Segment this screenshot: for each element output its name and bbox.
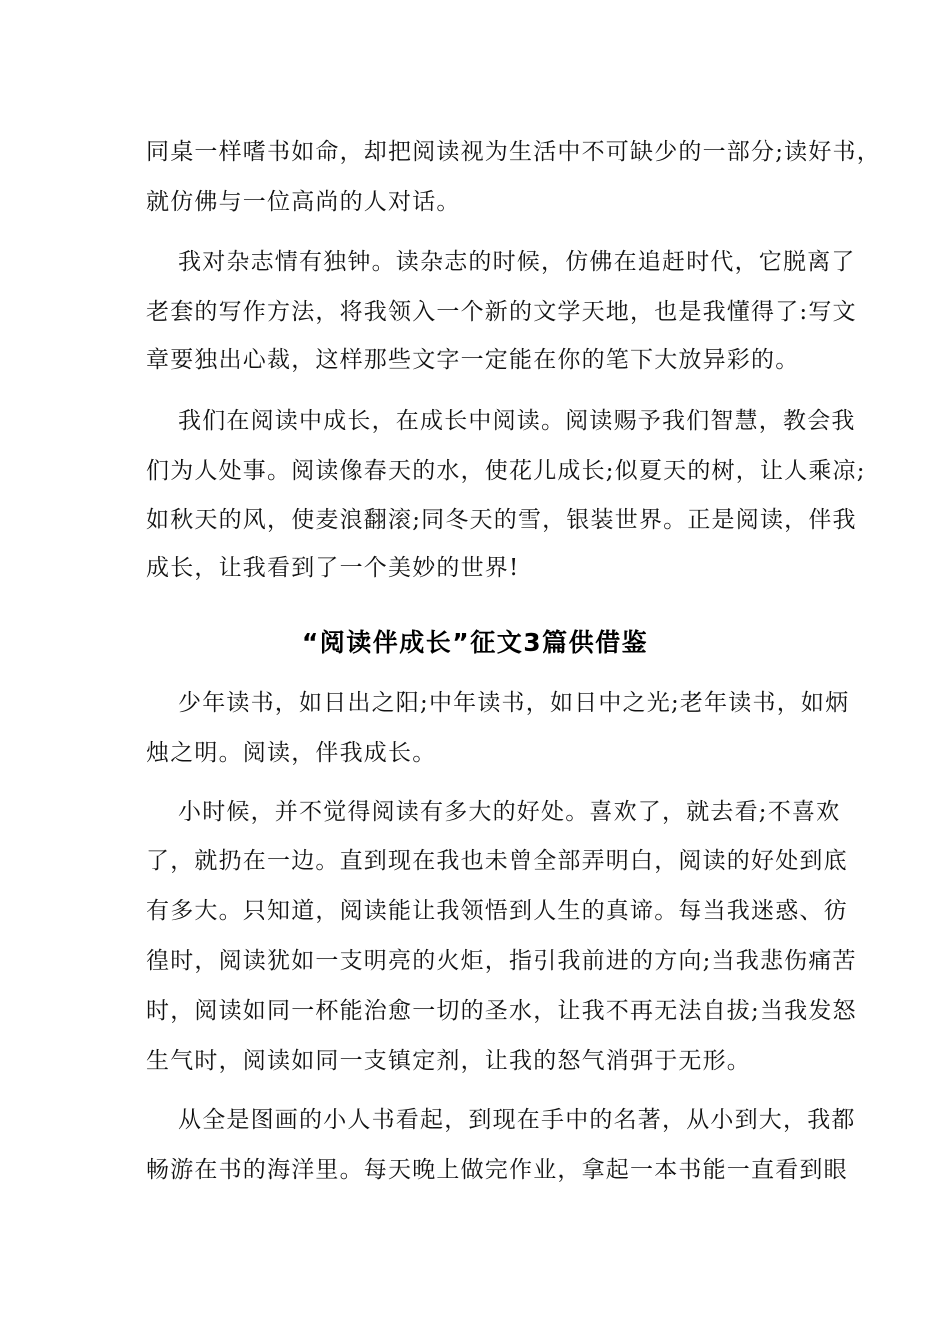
paragraph-3-line-3: 如秋天的风，使麦浪翻滚;同冬天的雪，银装世界。正是阅读，伴我 xyxy=(146,507,857,533)
paragraph-3-line-2: 们为人处事。阅读像春天的水，使花儿成长;似夏天的树，让人乘凉; xyxy=(146,458,866,484)
paragraph-5-line-3: 有多大。只知道，阅读能让我领悟到人生的真谛。每当我迷惑、彷 xyxy=(146,898,848,924)
paragraph-5-line-6: 生气时，阅读如同一支镇定剂，让我的怒气消弭于无形。 xyxy=(146,1048,751,1074)
section-heading: “阅读伴成长”征文3篇供借鉴 xyxy=(301,628,649,657)
paragraph-5-line-5: 时，阅读如同一杯能治愈一切的圣水，让我不再无法自拔;当我发怒 xyxy=(146,998,857,1024)
paragraph-2-line-2: 老套的写作方法，将我领入一个新的文学天地，也是我懂得了:写文 xyxy=(146,299,857,325)
paragraph-5-line-4: 徨时，阅读犹如一支明亮的火炬，指引我前进的方向;当我悲伤痛苦 xyxy=(146,948,857,974)
paragraph-1-line-2: 就仿佛与一位高尚的人对话。 xyxy=(146,189,461,215)
paragraph-4-line-2: 烛之明。阅读，伴我成长。 xyxy=(146,740,437,766)
paragraph-5-line-2: 了，就扔在一边。直到现在我也未曾全部弄明白，阅读的好处到底 xyxy=(146,848,848,874)
paragraph-3-line-1: 我们在阅读中成长，在成长中阅读。阅读赐予我们智慧，教会我 xyxy=(178,408,856,434)
paragraph-6-line-2: 畅游在书的海洋里。每天晚上做完作业，拿起一本书能一直看到眼 xyxy=(146,1157,848,1183)
paragraph-1-line-1: 同桌一样嗜书如命，却把阅读视为生活中不可缺少的一部分;读好书， xyxy=(146,139,881,165)
paragraph-3-line-4: 成长，让我看到了一个美妙的世界! xyxy=(146,555,520,581)
paragraph-2-line-3: 章要独出心裁，这样那些文字一定能在你的笔下大放异彩的。 xyxy=(146,347,800,373)
paragraph-6-line-1: 从全是图画的小人书看起，到现在手中的名著，从小到大，我都 xyxy=(178,1107,856,1133)
paragraph-5-line-1: 小时候，并不觉得阅读有多大的好处。喜欢了，就去看;不喜欢 xyxy=(178,799,841,825)
paragraph-4-line-1: 少年读书，如日出之阳;中年读书，如日中之光;老年读书，如炳 xyxy=(178,690,850,716)
paragraph-2-line-1: 我对杂志情有独钟。读杂志的时候，仿佛在追赶时代，它脱离了 xyxy=(178,249,856,275)
